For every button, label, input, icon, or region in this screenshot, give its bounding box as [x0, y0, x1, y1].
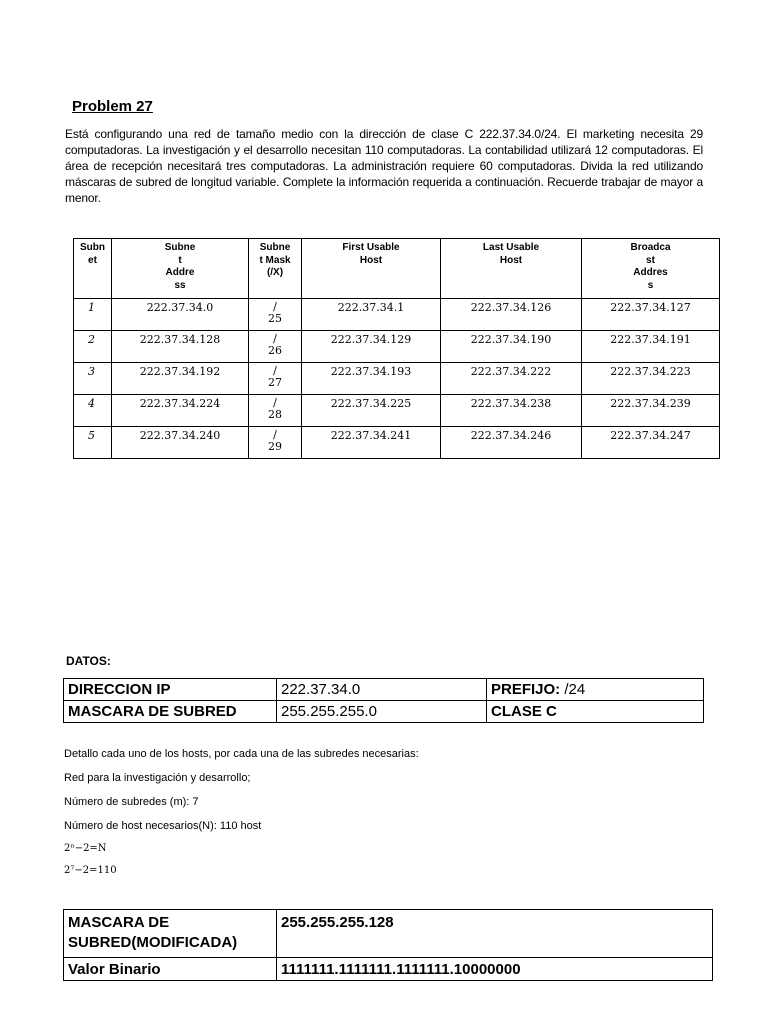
table-row: [74, 331, 720, 363]
subnet-last-cell: 222.37.34.190: [441, 331, 582, 363]
modified-mask-label: MASCARA DE SUBRED(MODIFICADA): [64, 910, 277, 958]
datos-table: [63, 678, 704, 723]
formula: 2ⁿ−2=N: [64, 843, 107, 854]
mask-value: 255.255.255.0: [277, 701, 487, 723]
prefix-value: /24: [560, 681, 586, 698]
subnet-address-cell: 222.37.34.128: [112, 331, 249, 363]
datos-row: [64, 701, 704, 723]
modified-mask-table: [63, 909, 713, 981]
subnet-last-cell: 222.37.34.222: [441, 363, 582, 395]
subnet-broadcast-cell: 222.37.34.191: [582, 331, 720, 363]
subnet-num-cell: 5: [74, 427, 112, 459]
table-row: [74, 363, 720, 395]
subnet-last-cell: 222.37.34.238: [441, 395, 582, 427]
subnet-broadcast-cell: 222.37.34.223: [582, 363, 720, 395]
prefix-label: PREFIJO:: [491, 681, 561, 698]
subnet-header-cell: Subn et: [74, 239, 112, 299]
detail-line: Número de host necesarios(N): 110 host: [64, 820, 262, 832]
subnet-address-cell: 222.37.34.240: [112, 427, 249, 459]
subnet-first-cell: 222.37.34.1: [302, 299, 441, 331]
class-label: CLASE C: [487, 701, 704, 723]
subnet-header-cell: Subne t Addre ss: [112, 239, 249, 299]
subnet-header-cell: Broadca st Addres s: [582, 239, 720, 299]
table-row: [74, 427, 720, 459]
problem-statement: Está configurando una red de tamaño medio con la dirección de clase C 222.37.34.0/24. El marketing necesita 29 computadoras. La investigación y el desarrollo necesitan 110 computadoras. La contabilidad utilizará 12 computadoras. El área de recepción necesitará tres computadoras. La administración requiere 60 computadoras. Divida la red utilizando máscaras de subred de longitud variable. Complete la información requerida a continuación. Recuerde trabajar de mayor a menor.: [65, 127, 703, 205]
subnet-broadcast-cell: 222.37.34.247: [582, 427, 720, 459]
binary-label: Valor Binario: [64, 958, 277, 981]
subnet-address-cell: 222.37.34.192: [112, 363, 249, 395]
subnet-first-cell: 222.37.34.225: [302, 395, 441, 427]
table-row: [74, 395, 720, 427]
subnet-mask-cell: / 27: [249, 363, 302, 395]
subnet-num-cell: 4: [74, 395, 112, 427]
subnet-mask-cell: / 28: [249, 395, 302, 427]
detail-line: Número de subredes (m): 7: [64, 796, 199, 808]
subnet-num-cell: 1: [74, 299, 112, 331]
subnet-header-cell: Last Usable Host: [441, 239, 582, 299]
ip-value: 222.37.34.0: [277, 679, 487, 701]
subnet-num-cell: 3: [74, 363, 112, 395]
subnet-table-header: [74, 239, 720, 299]
mask-row: [64, 958, 713, 981]
mask-row: [64, 910, 713, 958]
subnet-address-cell: 222.37.34.0: [112, 299, 249, 331]
subnet-last-cell: 222.37.34.126: [441, 299, 582, 331]
datos-label: DATOS:: [66, 654, 111, 668]
subnet-table-body: [74, 299, 720, 459]
subnet-header-cell: Subne t Mask (/X): [249, 239, 302, 299]
mask-label: MASCARA DE SUBRED: [64, 701, 277, 723]
subnet-first-cell: 222.37.34.241: [302, 427, 441, 459]
ip-label: DIRECCION IP: [64, 679, 277, 701]
subnet-last-cell: 222.37.34.246: [441, 427, 582, 459]
subnet-mask-cell: / 26: [249, 331, 302, 363]
subnet-broadcast-cell: 222.37.34.127: [582, 299, 720, 331]
prefix-cell: [487, 679, 704, 701]
datos-row: [64, 679, 704, 701]
subnet-mask-cell: / 25: [249, 299, 302, 331]
detail-line: Red para la investigación y desarrollo;: [64, 772, 251, 784]
subnet-first-cell: 222.37.34.193: [302, 363, 441, 395]
subnet-broadcast-cell: 222.37.34.239: [582, 395, 720, 427]
subnet-table: [73, 238, 720, 459]
subnet-address-cell: 222.37.34.224: [112, 395, 249, 427]
page-title: Problem 27: [72, 98, 153, 115]
modified-mask-value: 255.255.255.128: [277, 910, 713, 958]
table-row: [74, 299, 720, 331]
formula: 2⁷−2=110: [64, 865, 117, 876]
binary-value: 1111111.1111111.1111111.10000000: [277, 958, 713, 981]
subnet-header-cell: First Usable Host: [302, 239, 441, 299]
subnet-mask-cell: / 29: [249, 427, 302, 459]
subnet-num-cell: 2: [74, 331, 112, 363]
subnet-first-cell: 222.37.34.129: [302, 331, 441, 363]
detail-line: Detallo cada uno de los hosts, por cada una de las subredes necesarias:: [64, 748, 419, 760]
